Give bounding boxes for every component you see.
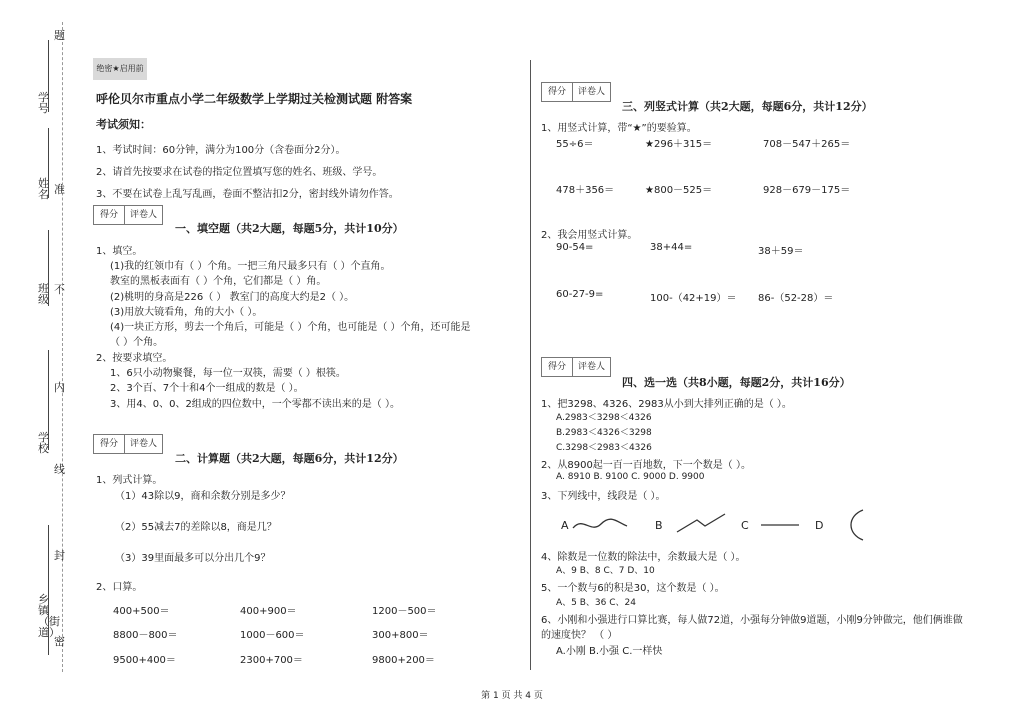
score-box-s4[interactable] bbox=[541, 357, 611, 377]
town-field[interactable] bbox=[48, 525, 49, 655]
question-line: （ ）个角。 bbox=[110, 337, 164, 348]
choice-option: A、9 B、8 C、7 D、10 bbox=[556, 566, 655, 576]
instruction-item: 1、考试时间：60分钟，满分为100分（含卷面分2分）。 bbox=[96, 145, 346, 156]
question-line: (1)我的红领巾有（ ）个角。一把三角尺最多只有（ ）个直角。 bbox=[110, 261, 391, 272]
question-line: 教室的黑板表面有（ ）个角，它们都是（ ）角。 bbox=[110, 276, 327, 287]
margin-label-name: 姓名 bbox=[38, 177, 49, 201]
question-line: 2、口算。 bbox=[96, 582, 143, 593]
curve-line-icon bbox=[573, 519, 627, 528]
instruction-item: 2、请首先按要求在试卷的指定位置填写您的姓名、班级、学号。 bbox=[96, 167, 383, 178]
question-line: (4)一块正方形，剪去一个角后，可能是（ ）个角，也可能是（ ）个角，还可能是 bbox=[110, 322, 471, 333]
arc-line-icon bbox=[851, 510, 863, 540]
question-line: 2、3个百、7个十和4个一组成的数是（ ）。 bbox=[110, 383, 304, 394]
class-field[interactable] bbox=[48, 230, 49, 306]
line-label-d: D bbox=[815, 519, 824, 532]
margin-label-school: 学校 bbox=[38, 431, 49, 455]
section-4-title: 四、选一选（共8小题，每题2分，共计16分） bbox=[622, 376, 851, 389]
oral-item: 300+800＝ bbox=[372, 630, 429, 641]
question-line: 5、一个数与6的积是30，这个数是（ ）。 bbox=[541, 583, 725, 594]
question-line: 2、我会用竖式计算。 bbox=[541, 230, 638, 241]
line-label-b: B bbox=[655, 519, 663, 532]
score-label: 得分 bbox=[94, 206, 125, 224]
grader-label: 评卷人 bbox=[577, 362, 605, 372]
line-label-c: C bbox=[741, 519, 749, 532]
calc-item: ★296＋315＝ bbox=[645, 139, 713, 150]
question-line: （3）39里面最多可以分出几个9？ bbox=[115, 553, 271, 564]
calc-item: 90-54= bbox=[556, 242, 594, 253]
binding-dashed-line bbox=[62, 22, 63, 672]
page-title: 呼伦贝尔市重点小学二年级数学上学期过关检测试题 附答案 bbox=[96, 92, 413, 106]
question-line: 1、填空。 bbox=[96, 246, 143, 257]
line-shapes-figure bbox=[555, 506, 875, 542]
calc-item: 928－679－175＝ bbox=[763, 185, 851, 196]
oral-item: 9800+200＝ bbox=[372, 655, 435, 666]
oral-item: 9500+400＝ bbox=[113, 655, 176, 666]
question-line: 2、按要求填空。 bbox=[96, 353, 173, 364]
calc-item: 38＋59＝ bbox=[758, 246, 804, 257]
column-divider bbox=[530, 60, 531, 670]
calc-item: ★800－525＝ bbox=[645, 185, 713, 196]
grader-label: 评卷人 bbox=[577, 87, 605, 97]
section-1-title: 一、填空题（共2大题，每题5分，共计10分） bbox=[175, 222, 404, 235]
question-line: 6、小刚和小强进行口算比赛，每人做72道，小强每分钟做9道题，小刚9分钟做完，他们俩谁做 bbox=[541, 615, 963, 626]
secret-label: 绝密★启用前 bbox=[93, 58, 147, 80]
question-line: 1、列式计算。 bbox=[96, 475, 163, 486]
choice-option: C.3298＜2983＜4326 bbox=[556, 443, 652, 453]
choice-option: B.2983＜4326＜3298 bbox=[556, 428, 652, 438]
question-line: 3、下列线中，线段是（ ）。 bbox=[541, 491, 666, 502]
school-field[interactable] bbox=[48, 350, 49, 450]
oral-item: 400+900＝ bbox=[240, 606, 297, 617]
instructions-heading: 考试须知： bbox=[96, 118, 151, 131]
margin-char-xian: 线 bbox=[54, 463, 65, 476]
name-field[interactable] bbox=[48, 128, 49, 198]
margin-label-town: 乡镇（街道） bbox=[38, 593, 60, 639]
oral-item: 2300+700＝ bbox=[240, 655, 303, 666]
margin-char-ti: 题 bbox=[54, 29, 65, 42]
question-line: 2、从8900起一百一百地数，下一个数是（ ）。 bbox=[541, 460, 751, 471]
oral-item: 400+500＝ bbox=[113, 606, 170, 617]
oral-item: 1200－500＝ bbox=[372, 606, 437, 617]
margin-label-student-id: 学号 bbox=[38, 91, 49, 115]
section-2-title: 二、计算题（共2大题，每题6分，共计12分） bbox=[175, 452, 404, 465]
question-line: 的速度快？ （ ） bbox=[541, 630, 618, 641]
calc-item: 60-27-9= bbox=[556, 289, 604, 300]
margin-char-feng: 封 bbox=[54, 549, 65, 562]
calc-item: 100-（42+19）＝ bbox=[650, 293, 737, 304]
question-line: （1）43除以9，商和余数分别是多少？ bbox=[115, 491, 291, 502]
margin-label-class: 班级 bbox=[38, 282, 49, 306]
choice-option: A.小刚 B.小强 C.一样快 bbox=[556, 646, 663, 657]
question-line: (3)用放大镜看角，角的大小（ ）。 bbox=[110, 307, 263, 318]
score-box-s1[interactable] bbox=[93, 205, 163, 225]
section-3-title: 三、列竖式计算（共2大题，每题6分，共计12分） bbox=[622, 100, 873, 113]
margin-char-mi: 密 bbox=[54, 635, 65, 648]
grader-label: 评卷人 bbox=[129, 439, 157, 449]
calc-item: 86-（52-28）＝ bbox=[758, 293, 834, 304]
question-line: (2)桃明的身高是226（ ） 教室门的高度大约是2（ ）。 bbox=[110, 292, 355, 303]
question-line: 1、用竖式计算，带“★”的要验算。 bbox=[541, 123, 697, 134]
score-label: 得分 bbox=[542, 358, 573, 376]
grader-label: 评卷人 bbox=[129, 210, 157, 220]
student-id-field[interactable] bbox=[48, 40, 49, 112]
calc-item: 708－547＋265＝ bbox=[763, 139, 851, 150]
choice-option: A、5 B、36 C、24 bbox=[556, 598, 636, 608]
instruction-item: 3、不要在试卷上乱写乱画，卷面不整洁扣2分，密封线外请勿作答。 bbox=[96, 189, 399, 200]
page-footer: 第 1 页 共 4 页 bbox=[481, 691, 543, 701]
question-line: 4、除数是一位数的除法中，余数最大是（ ）。 bbox=[541, 552, 746, 563]
margin-char-bu: 不 bbox=[54, 283, 65, 296]
question-line: 1、把3298、4326、2983从小到大排列正确的是（ ）。 bbox=[541, 399, 792, 410]
margin-char-zhun: 准 bbox=[54, 183, 65, 196]
score-label: 得分 bbox=[94, 435, 125, 453]
zigzag-line-icon bbox=[677, 514, 725, 532]
oral-item: 8800－800＝ bbox=[113, 630, 178, 641]
score-box-s3[interactable] bbox=[541, 82, 611, 102]
calc-item: 478＋356＝ bbox=[556, 185, 615, 196]
question-line: （2）55减去7的差除以8，商是几？ bbox=[115, 522, 277, 533]
calc-item: 38+44= bbox=[650, 242, 693, 253]
choice-option: A. 8910 B. 9100 C. 9000 D. 9900 bbox=[556, 472, 705, 482]
margin-char-nei: 内 bbox=[54, 381, 65, 394]
calc-item: 55÷6＝ bbox=[556, 139, 594, 150]
choice-option: A.2983＜3298＜4326 bbox=[556, 413, 652, 423]
question-line: 3、用4、0、0、2组成的四位数中，一个零都不读出来的是（ ）。 bbox=[110, 399, 400, 410]
question-line: 1、6只小动物聚餐，每一位一双筷，需要（ ）根筷。 bbox=[110, 368, 346, 379]
line-label-a: A bbox=[561, 519, 569, 532]
oral-item: 1000－600＝ bbox=[240, 630, 305, 641]
score-box-s2[interactable] bbox=[93, 434, 163, 454]
score-label: 得分 bbox=[542, 83, 573, 101]
